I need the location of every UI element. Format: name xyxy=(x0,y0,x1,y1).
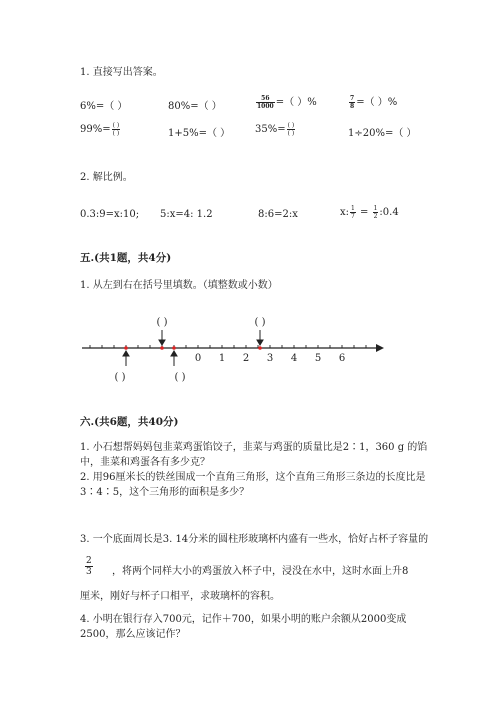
point-b xyxy=(160,346,164,350)
q1-item-4: $\frac{7}{8}$ =（ ）% xyxy=(350,95,398,110)
paren-bottom-2: ( ) xyxy=(174,372,186,383)
label-1: 1 xyxy=(218,353,226,364)
q1-item-3: $\frac{56}{1000}$ =（ ）% xyxy=(257,95,317,110)
paren-bottom-1: ( ) xyxy=(114,372,126,383)
paren-top-1: ( ) xyxy=(156,317,168,328)
q1-item-2: 80%=（ ） xyxy=(168,101,222,112)
section-6-q1-line1: 1. 小石想帮妈妈包韭菜鸡蛋馅饺子，韭菜与鸡蛋的质量比是2∶1，360 g 的馅 xyxy=(80,442,428,453)
label-2: 2 xyxy=(242,353,250,364)
point-d xyxy=(258,346,262,350)
label-0: 0 xyxy=(194,353,202,364)
q1-item-8: 1÷20%=（ ） xyxy=(348,128,417,139)
section-6-q4-line1: 4. 小明在银行存入700元，记作＋700，如果小明的账户余额从2000变成 xyxy=(80,614,407,625)
section-6-q3-line2: ，将两个同样大小的鸡蛋放入杯子中，浸没在水中，这时水面上升8 xyxy=(112,566,409,577)
section-6-q2-line2: 3∶4∶5，这个三角形的面积是多少？ xyxy=(80,487,250,498)
q2-title: 2. 解比例。 xyxy=(80,172,133,183)
q1-item-6: 1+5%=（ ） xyxy=(168,128,231,139)
label-5: 5 xyxy=(314,353,322,364)
section-6-q3-fraction: $\frac{2}{3}$ xyxy=(86,556,92,577)
section-6-q3-line1: 3. 一个底面周长是3. 14分米的圆柱形玻璃杯内盛有一些水，恰好占杯子容量的 xyxy=(80,534,429,545)
number-line xyxy=(80,312,390,392)
section-6-q1-line2: 中，韭菜和鸡蛋各有多少克？ xyxy=(80,457,210,468)
section-6-q3-line3: 厘米，刚好与杯子口相平，求玻璃杯的容积。 xyxy=(80,591,280,602)
q2-item-1: 0.3:9=x:10; xyxy=(80,209,140,220)
arrow-down-d-head xyxy=(257,340,263,345)
paren-top-2: ( ) xyxy=(254,317,266,328)
q1-item-7: 35%= $\frac{( )}{( )}$ xyxy=(255,122,295,137)
arrow-up-a-head xyxy=(123,351,129,356)
q2-item-4: x: $\frac{1}{7}$ = $\frac{1}{2}$ :0.4 xyxy=(340,205,399,220)
number-line-arrowhead xyxy=(376,344,384,352)
section-6-title: 六.(共6题，共40分) xyxy=(80,416,179,428)
q1-item-5: 99%= $\frac{( )}{( )}$ xyxy=(80,122,120,137)
label-3: 3 xyxy=(266,353,274,364)
arrow-down-b-head xyxy=(159,340,165,345)
q1-title: 1. 直接写出答案。 xyxy=(80,67,163,78)
label-4: 4 xyxy=(290,353,298,364)
section-5-q1: 1. 从左到右在括号里填数。（填整数或小数） xyxy=(80,280,278,291)
arrow-up-c-head xyxy=(171,351,177,356)
label-6: 6 xyxy=(338,353,346,364)
section-6-q4-line2: 2500，那么应该记作？ xyxy=(80,629,186,640)
point-a xyxy=(124,346,128,350)
section-5-title: 五.(共1题，共4分) xyxy=(80,252,172,264)
q2-item-3: 8:6=2:x xyxy=(258,209,298,220)
section-6-q2-line1: 2. 用96厘米长的铁丝围成一个直角三角形，这个直角三角形三条边的长度比是 xyxy=(80,472,426,483)
q2-item-2: 5:x=4: 1.2 xyxy=(160,209,213,220)
q1-item-1: 6%=（ ） xyxy=(80,101,128,112)
point-c xyxy=(172,346,176,350)
